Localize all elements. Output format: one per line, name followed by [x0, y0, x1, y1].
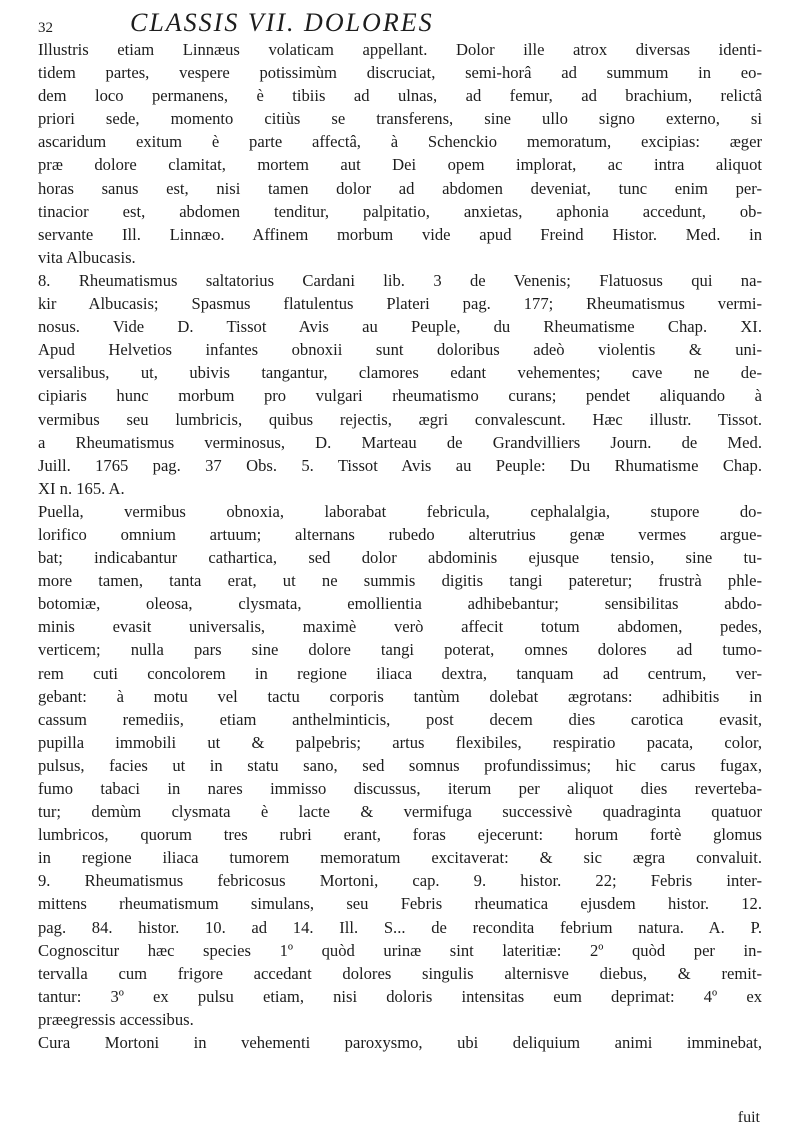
text-line: fumo tabaci in nares immisso discussus, iterum per aliquot dies reverteba- — [38, 779, 762, 798]
text-line: Cognoscitur hæc species 1º quòd urinæ sint lateritiæ: 2º quòd per in- — [38, 940, 762, 960]
text-line: versalibus, ut, ubivis tangantur, clamores edant vehementes; cave ne de- — [38, 363, 762, 383]
text-line: Puella, vermibus obnoxia, laborabat febricula, cephalalgia, stupore do- — [38, 501, 762, 521]
text-line: botomiæ, oleosa, clysmata, emollientia adhibebantur; sensibilitas abdo- — [38, 594, 762, 614]
text-line: nosus. Vide D. Tissot Avis au Peuple, du Rheumatisme Chap. XI. — [38, 317, 762, 337]
text-line: pupilla immobili ut & palpebris; artus flexibiles, respiratio pacata, color, — [38, 732, 762, 752]
page-header — [38, 8, 762, 38]
text-line: horas sanus est, nisi tamen dolor ad abdomen deveniat, tunc enim per- — [38, 178, 762, 198]
text-line: tinacior est, abdomen tenditur, palpitatio, anxietas, aphonia accedunt, ob- — [38, 201, 762, 221]
text-line: dem loco permanens, è tibiis ad ulnas, ad femur, ad brachium, relictâ — [38, 86, 762, 106]
text-line: more tamen, tanta erat, ut ne summis digitis tangi pateretur; frustrà phle- — [38, 571, 762, 591]
text-line: 9. Rheumatismus febricosus Mortoni, cap. 9. histor. 22; Febris inter- — [38, 871, 762, 891]
text-line: bat; indicabantur cathartica, sed dolor abdominis ejusque tensio, sine tu- — [38, 548, 762, 568]
text-line: tur; demùm clysmata è lacte & vermifuga successivè quadraginta quatuor — [38, 802, 762, 822]
text-line: pulsus, facies ut in statu sano, sed somnus profundissimus; hic carus fugax, — [38, 755, 762, 775]
text-line: Illustris etiam Linnæus volaticam appellant. Dolor ille atrox diversas identi- — [38, 40, 762, 59]
body-text — [38, 38, 762, 1054]
text-line: servante Ill. Linnæo. Affinem morbum vide apud Freind Histor. Med. in — [38, 224, 762, 244]
text-line: XI n. 165. A. — [38, 478, 125, 498]
text-line: cassum remediis, etiam anthelminticis, post decem dies carotica evasit, — [38, 709, 762, 729]
text-line: tantur: 3º ex pulsu etiam, nisi doloris intensitas eum deprimat: 4º ex — [38, 986, 762, 1006]
text-line: a Rheumatismus verminosus, D. Marteau de Grandvilliers Journ. de Med. — [38, 432, 762, 452]
text-line: vermibus seu lumbricis, quibus rejectis, ægri convalescunt. Hæc illustr. Tissot. — [38, 409, 762, 429]
text-line: kir Albucasis; Spasmus flatulentus Plateri pag. 177; Rheumatismus vermi- — [38, 294, 762, 314]
catchword: fuit — [737, 1109, 760, 1126]
text-line: tervalla cum frigore accedant dolores singulis alternisve diebus, & remit- — [38, 963, 762, 983]
text-line: ascaridum exitum è parte affectâ, à Schenckio memoratum, excipias: æger — [38, 132, 762, 152]
running-title: CLASSIS VII. DOLORES — [130, 8, 434, 37]
text-line: Juill. 1765 pag. 37 Obs. 5. Tissot Avis au Peuple: Du Rhumatisme Chap. — [38, 455, 762, 475]
text-line: Cura Mortoni in vehementi paroxysmo, ubi deliquium animi imminebat, — [38, 1033, 762, 1053]
text-line: mittens rheumatismum simulans, seu Febris rheumatica ejusdem histor. 12. — [38, 894, 762, 914]
text-line: præegressis accessibus. — [38, 1009, 194, 1029]
text-line: in regione iliaca tumorem memoratum excitaverat: & sic ægra convaluit. — [38, 848, 762, 868]
text-line: cipiaris hunc morbum pro vulgari rheumatismo curans; pendet aliquando à — [38, 386, 762, 406]
text-line: rem cuti concolorem in regione iliaca dextra, tanquam ad centrum, ver- — [38, 663, 762, 683]
text-line: verticem; nulla pars sine dolore tangi poterat, omnes dolores ad tumo- — [38, 640, 762, 660]
text-line: lorifico omnium artuum; alternans rubedo alterutrius genæ vermes argue- — [38, 524, 762, 544]
text-line: præ dolore clamitat, mortem aut Dei opem implorat, ac intra aliquot — [38, 155, 762, 175]
text-line: 8. Rheumatismus saltatorius Cardani lib. 3 de Venenis; Flatuosus qui na- — [38, 270, 762, 290]
text-line: vita Albucasis. — [38, 247, 136, 267]
text-line: gebant: à motu vel tactu corporis tantùm dolebat ægrotans: adhibitis in — [38, 686, 762, 706]
text-line: lumbricos, quorum tres rubri erant, foras ejecerunt: horum fortè glomus — [38, 825, 762, 845]
text-line: Apud Helvetios infantes obnoxii sunt doloribus adeò violentis & uni- — [38, 340, 762, 360]
text-line: pag. 84. histor. 10. ad 14. Ill. S... de recondita febrium natura. A. P. — [38, 917, 762, 937]
text-line: minis evasit universalis, maximè verò affecit totum abdomen, pedes, — [38, 617, 762, 637]
page-number: 32 — [38, 20, 53, 36]
text-line: priori sede, momento citiùs se transferens, sine ullo signo externo, si — [38, 109, 762, 129]
text-line: tidem partes, vespere potissimùm discruciat, semi-horâ ad summum in eo- — [38, 63, 762, 83]
